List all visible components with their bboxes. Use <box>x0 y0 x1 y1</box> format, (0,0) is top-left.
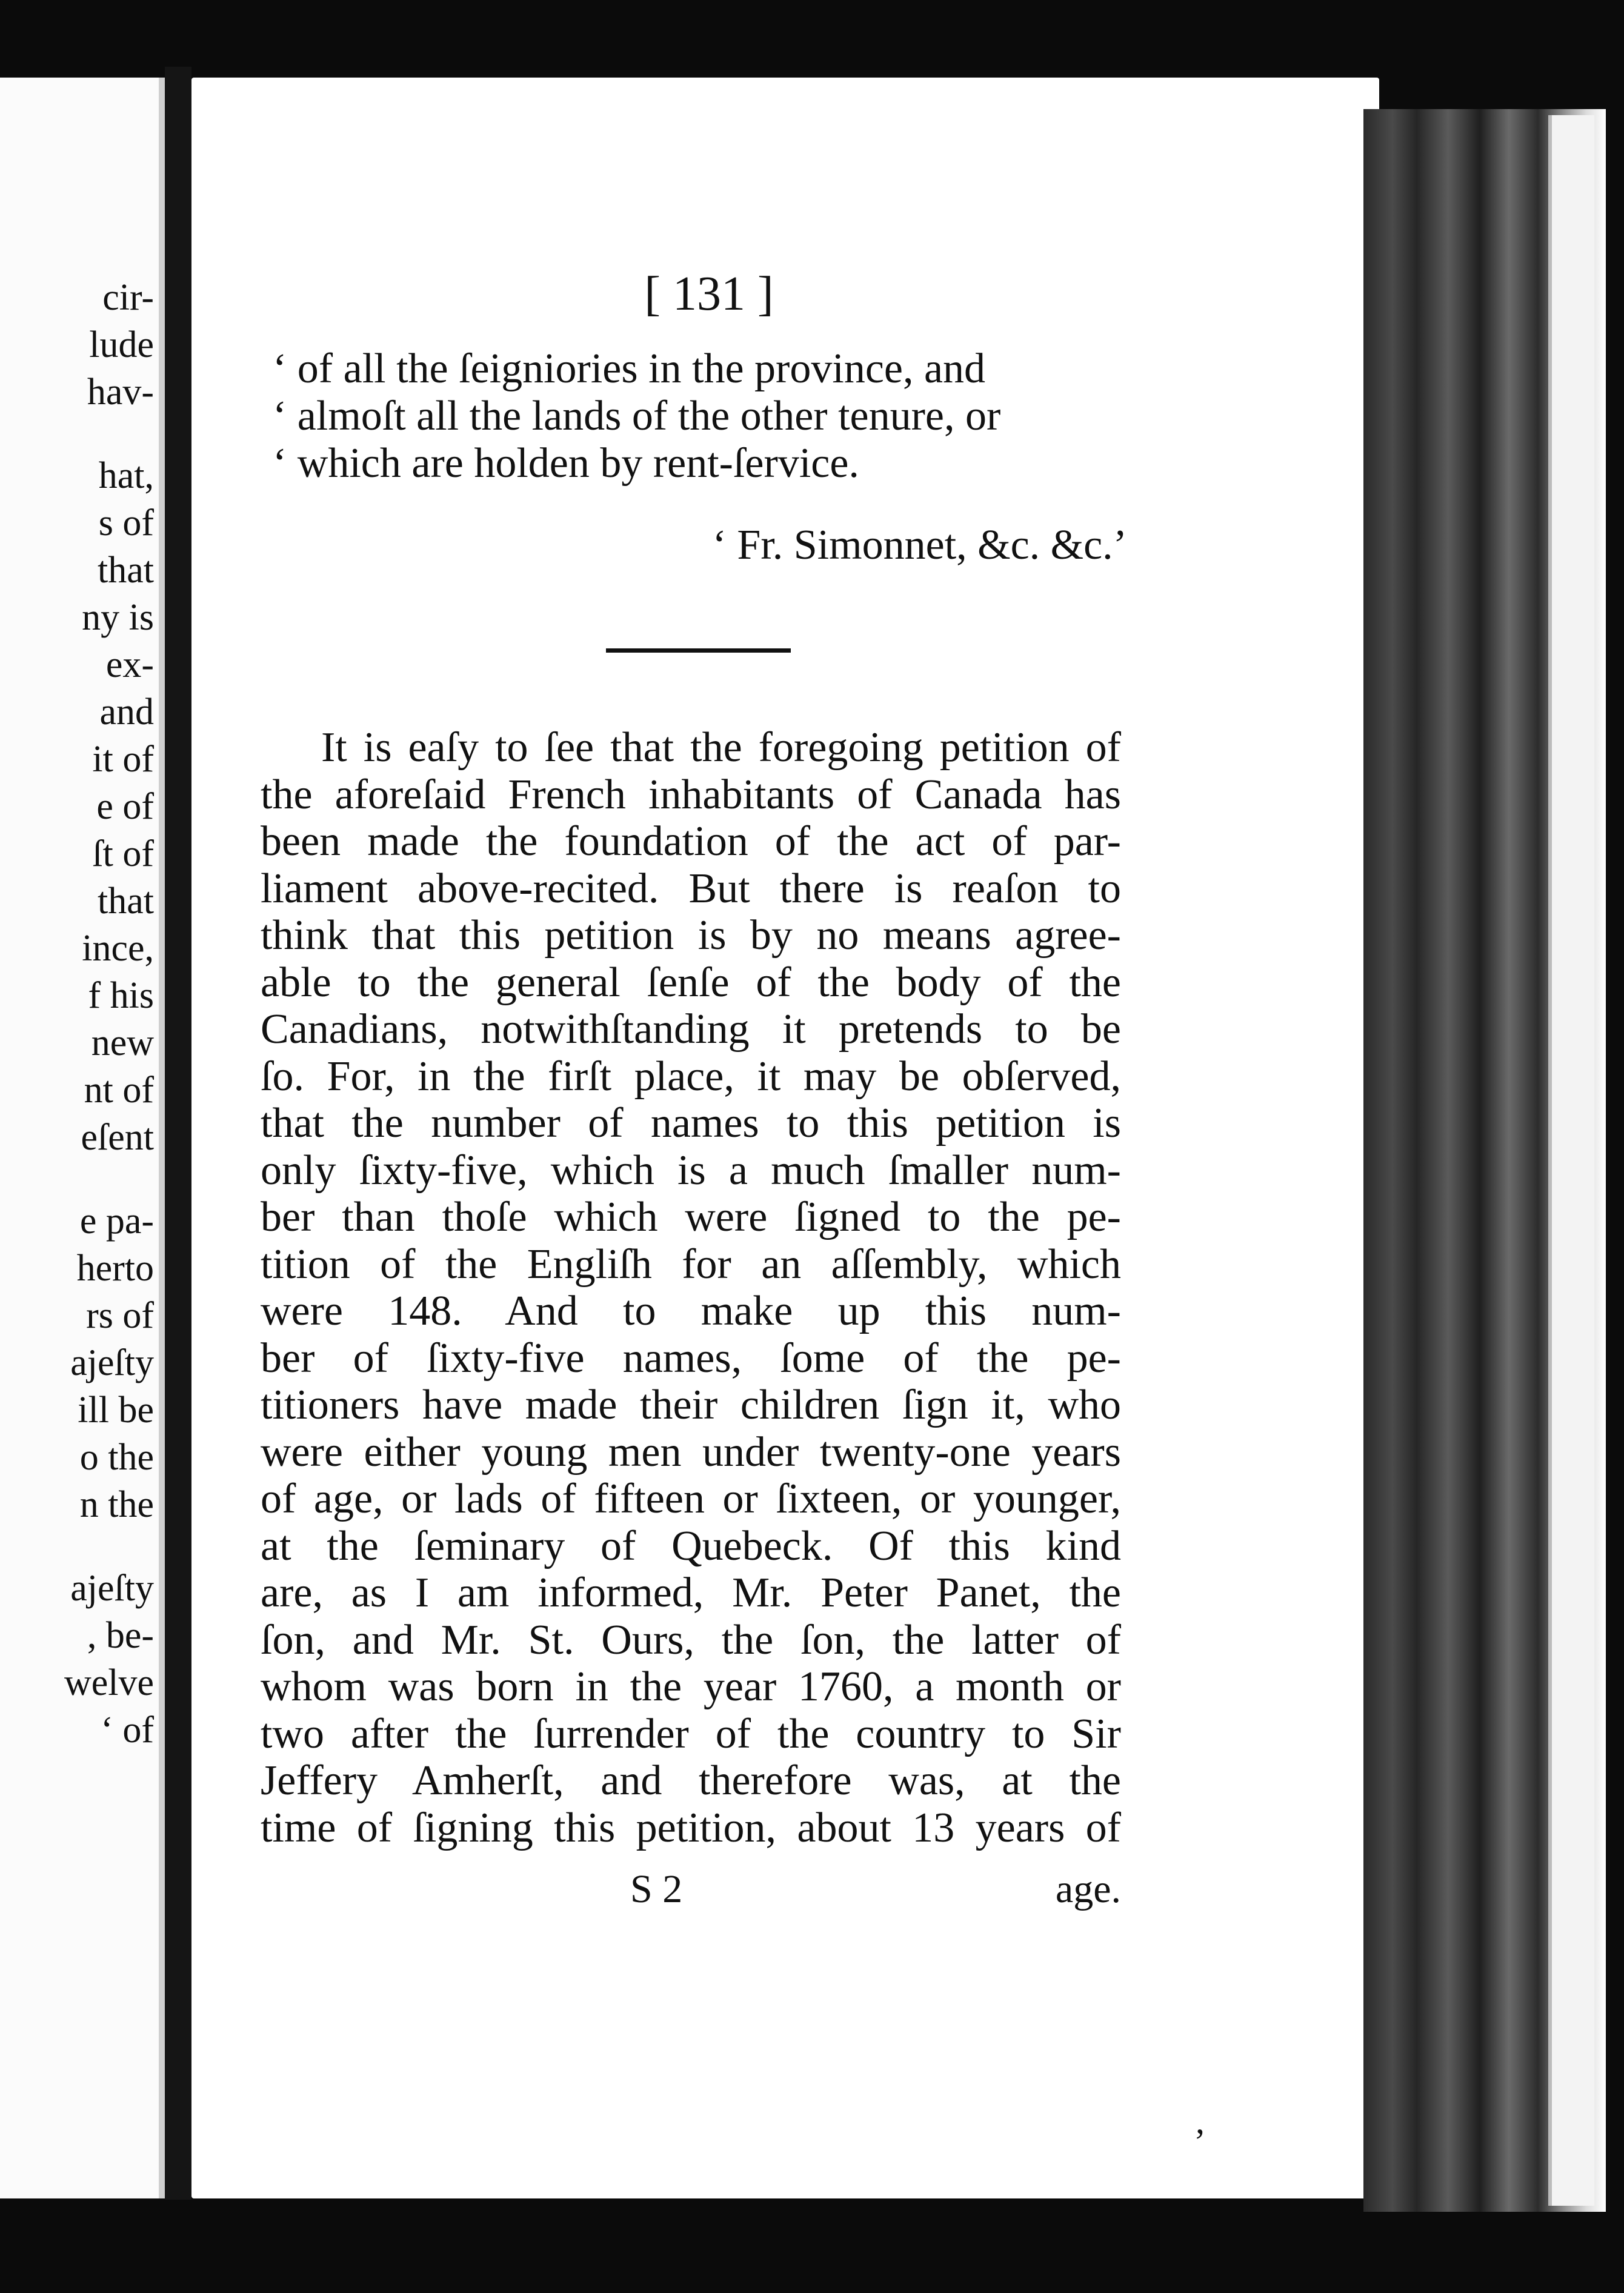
left-facing-page <box>0 78 165 2198</box>
left-page-fragment: that <box>98 550 154 591</box>
signature-mark: S 2 <box>630 1867 683 1911</box>
body-line: It is eaſy to ſee that the foregoing petition of <box>321 724 1121 771</box>
body-line: ber of ſixty-five names, ſome of the pe- <box>261 1334 1121 1382</box>
left-page-fragment: cir- <box>102 277 154 318</box>
body-line: whom was born in the year 1760, a month or <box>261 1663 1121 1710</box>
left-page-fragment: ince, <box>82 928 154 969</box>
page-footer <box>261 1866 1121 1915</box>
left-page-fragment: n the <box>79 1484 154 1525</box>
body-line: time of ſigning this petition, about 13 years of <box>261 1804 1121 1851</box>
left-page-fragment: , be- <box>87 1615 154 1656</box>
body-line: Canadians, notwithſtanding it pretends to be <box>261 1006 1121 1053</box>
left-page-fragment: lude <box>89 324 154 365</box>
page-number-header: [ 131 ] <box>644 267 774 321</box>
body-line: were either young men under twenty-one years <box>261 1428 1121 1476</box>
quote-signature: ‘ Fr. Simonnet, &c. &c.’ <box>712 522 1127 568</box>
body-line: were 148. And to make up this num- <box>261 1288 1121 1334</box>
left-page-fragment: o the <box>79 1437 154 1478</box>
corner-mark: ’ <box>1194 2122 1206 2162</box>
left-page-fragment: ajeſty <box>70 1568 154 1609</box>
body-line: are, as I am informed, Mr. Peter Panet, the <box>261 1569 1121 1616</box>
body-line: of age, or lads of fifteen or ſixteen, or younger, <box>261 1476 1121 1522</box>
body-line: only ſixty-five, which is a much ſmaller num- <box>261 1146 1121 1194</box>
left-page-fragment: f his <box>88 975 154 1016</box>
body-line: able to the general ſenſe of the body of the <box>261 959 1121 1006</box>
left-page-fragment: s of <box>98 502 154 544</box>
left-page-fragment: it of <box>92 739 154 780</box>
left-page-fragment: new <box>91 1022 154 1063</box>
left-page-fragment: rs of <box>86 1295 154 1336</box>
left-page-fragment: ex- <box>105 644 154 685</box>
left-page-fragment: and <box>99 691 154 733</box>
left-page-fragment: e pa- <box>79 1200 154 1242</box>
body-line: liament above-recited. But there is reaſon to <box>261 865 1121 912</box>
body-line: that the number of names to this petition is <box>261 1100 1121 1146</box>
left-page-fragment: eſent <box>81 1117 154 1158</box>
petition-quote <box>273 345 1133 487</box>
book-gutter <box>165 67 191 2200</box>
left-page-fragment: herto <box>76 1248 154 1289</box>
left-page-fragment: hav- <box>87 371 154 413</box>
body-line: at the ſeminary of Quebeck. Of this kind <box>261 1522 1121 1569</box>
left-page-fragment: hat, <box>98 455 154 496</box>
body-line: been made the foundation of the act of par- <box>261 818 1121 865</box>
left-page-fragment: that <box>98 880 154 922</box>
body-line: ſo. For, in the firſt place, it may be obſerved, <box>261 1053 1121 1100</box>
body-line: the aforeſaid French inhabitants of Canada has <box>261 771 1121 818</box>
left-page-fragment: welve <box>64 1662 154 1703</box>
body-paragraph <box>261 724 1121 1851</box>
body-line: tition of the Engliſh for an aſſembly, which <box>261 1240 1121 1288</box>
catchword: age. <box>1055 1867 1121 1911</box>
section-rule <box>606 648 791 653</box>
quote-line: ‘ which are holden by rent-ſervice. <box>273 440 859 487</box>
quote-line: ‘ almoſt all the lands of the other tenure, or <box>273 393 1001 439</box>
left-page-fragment: e of <box>96 786 154 827</box>
left-page-fragment: ajeſty <box>70 1342 154 1383</box>
left-page-fragment: ‘ of <box>101 1709 154 1751</box>
body-line: ſon, and Mr. St. Ours, the ſon, the latter of <box>261 1616 1121 1663</box>
left-page-fragment: ſt of <box>92 833 154 874</box>
left-page-fragment: nt of <box>84 1070 154 1111</box>
quote-line: ‘ of all the ſeigniories in the province, and <box>273 345 986 392</box>
left-page-fragment: ill be <box>78 1389 154 1431</box>
page-edge-highlight <box>1548 115 1594 2206</box>
body-line: titioners have made their children ſign it, who <box>261 1382 1121 1428</box>
left-page-fragment: ny is <box>82 597 154 638</box>
body-line: think that this petition is by no means agree- <box>261 912 1121 959</box>
body-line: Jeffery Amherſt, and therefore was, at the <box>261 1757 1121 1804</box>
body-line: two after the ſurrender of the country to Sir <box>261 1710 1121 1757</box>
body-line: ber than thoſe which were ſigned to the pe- <box>261 1194 1121 1240</box>
